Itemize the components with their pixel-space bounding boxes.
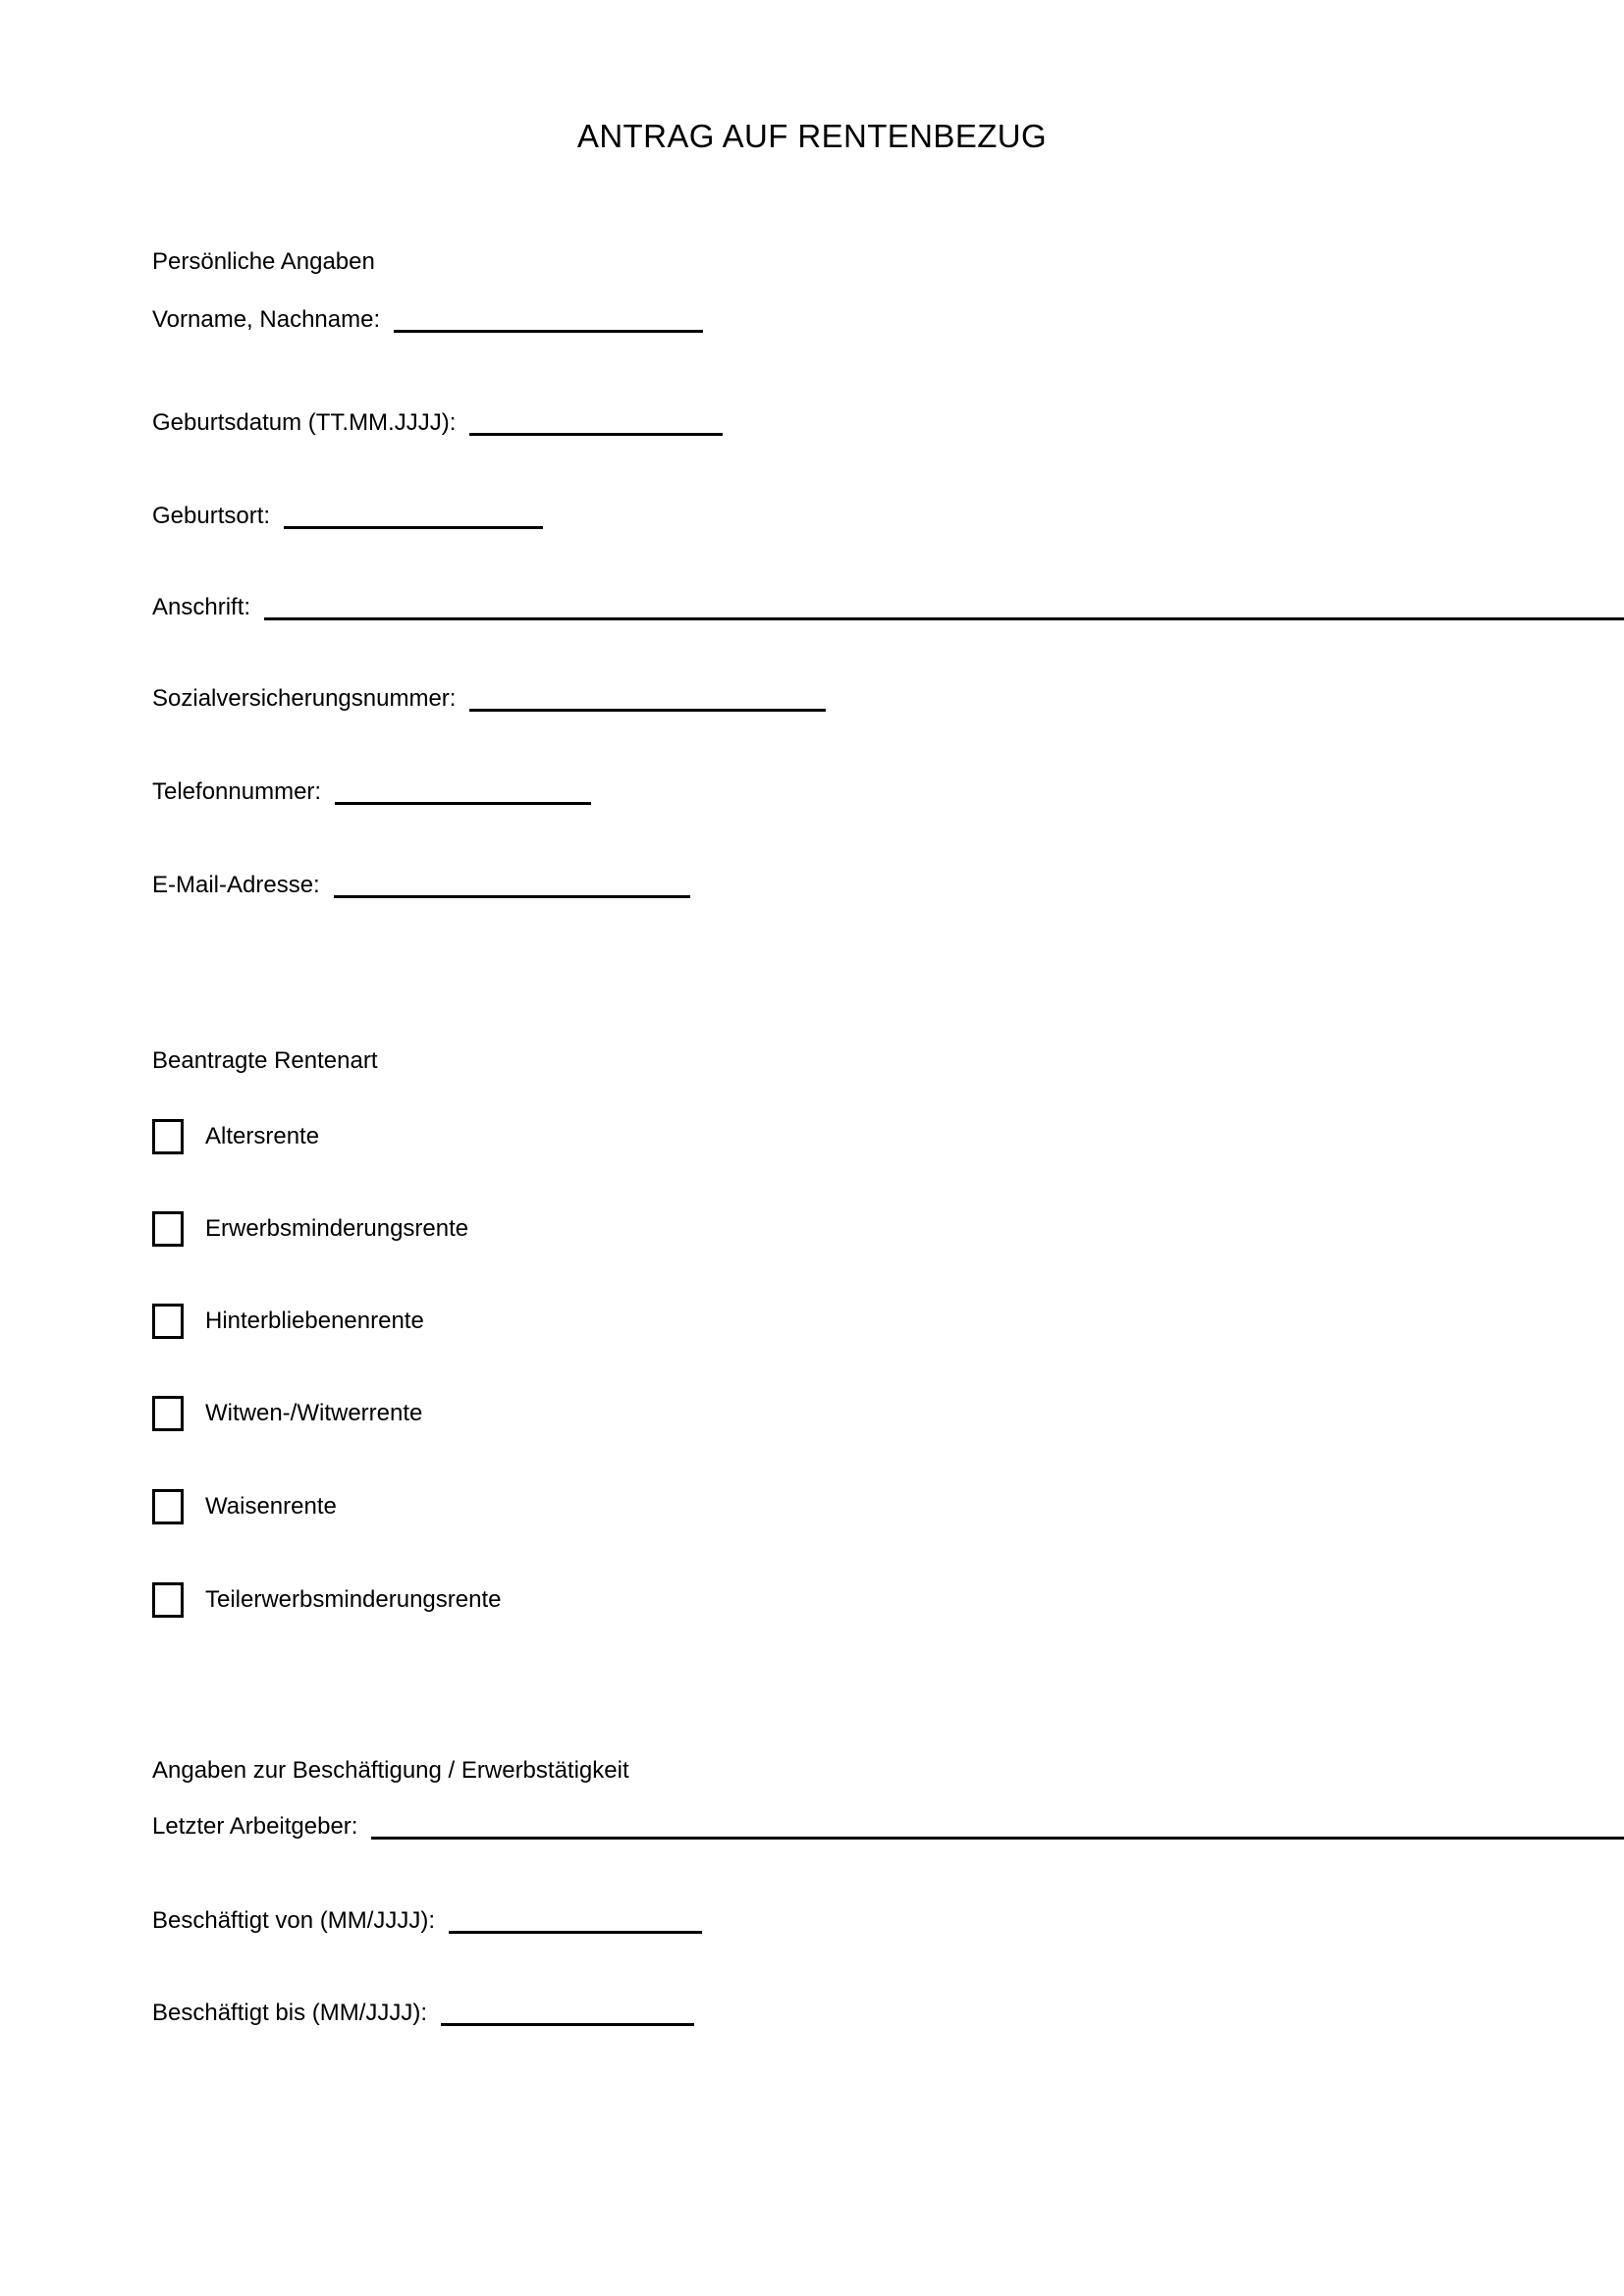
checkbox-erwerbsminderungsrente[interactable] xyxy=(152,1211,184,1247)
checkbox-label-altersrente: Altersrente xyxy=(205,1123,320,1149)
field-beschaeftigt-von[interactable] xyxy=(152,1907,702,1935)
section-heading-personal: Persönliche Angaben xyxy=(152,248,375,275)
field-beschaeftigt-bis[interactable] xyxy=(152,2000,694,2027)
field-vorname-nachname[interactable] xyxy=(152,306,703,334)
field-geburtsort[interactable] xyxy=(152,503,543,530)
field-label-letzter-arbeitgeber: Letzter Arbeitgeber: xyxy=(152,1813,358,1840)
checkbox-label-waisenrente: Waisenrente xyxy=(205,1493,337,1520)
field-input-sozialversicherungsnummer[interactable] xyxy=(469,709,826,712)
checkbox-altersrente[interactable] xyxy=(152,1119,184,1154)
field-label-geburtsdatum: Geburtsdatum (TT.MM.JJJJ): xyxy=(152,409,457,436)
field-input-beschaeftigt-von[interactable] xyxy=(449,1931,702,1934)
section-heading-employment: Angaben zur Beschäftigung / Erwerbstätigkeit xyxy=(152,1757,629,1784)
field-label-sozialversicherungsnummer: Sozialversicherungsnummer: xyxy=(152,685,457,712)
field-label-telefonnummer: Telefonnummer: xyxy=(152,778,322,805)
field-input-anschrift[interactable] xyxy=(264,617,1624,620)
checkbox-row-altersrente[interactable] xyxy=(152,1119,319,1154)
checkbox-label-teilerwerbsminderungsrente: Teilerwerbsminderungsrente xyxy=(205,1586,502,1613)
field-input-email-adresse[interactable] xyxy=(334,895,690,898)
checkbox-row-teilerwerbsminderungsrente[interactable] xyxy=(152,1582,501,1618)
field-input-geburtsdatum[interactable] xyxy=(469,433,723,436)
section-heading-pension-type: Beantragte Rentenart xyxy=(152,1047,378,1074)
field-input-telefonnummer[interactable] xyxy=(335,802,591,805)
field-telefonnummer[interactable] xyxy=(152,778,591,806)
field-label-geburtsort: Geburtsort: xyxy=(152,503,271,529)
field-geburtsdatum[interactable] xyxy=(152,409,723,437)
field-sozialversicherungsnummer[interactable] xyxy=(152,685,826,713)
checkbox-row-hinterbliebenenrente[interactable] xyxy=(152,1304,424,1339)
field-label-anschrift: Anschrift: xyxy=(152,594,251,620)
checkbox-label-hinterbliebenenrente: Hinterbliebenenrente xyxy=(205,1308,424,1334)
page-title: ANTRAG AUF RENTENBEZUG xyxy=(576,118,1048,154)
checkbox-witwen-witwerrente[interactable] xyxy=(152,1396,184,1431)
checkbox-row-erwerbsminderungsrente[interactable] xyxy=(152,1211,468,1247)
checkbox-waisenrente[interactable] xyxy=(152,1489,184,1524)
field-letzter-arbeitgeber[interactable] xyxy=(152,1813,1624,1841)
checkbox-row-witwen-witwerrente[interactable] xyxy=(152,1396,422,1431)
field-input-vorname-nachname[interactable] xyxy=(394,330,703,333)
field-input-geburtsort[interactable] xyxy=(284,526,543,529)
checkbox-label-witwen-witwerrente: Witwen-/Witwerrente xyxy=(205,1400,423,1426)
field-anschrift[interactable] xyxy=(152,594,1624,621)
checkbox-label-erwerbsminderungsrente: Erwerbsminderungsrente xyxy=(205,1215,469,1242)
field-input-letzter-arbeitgeber[interactable] xyxy=(371,1837,1624,1840)
field-label-beschaeftigt-von: Beschäftigt von (MM/JJJJ): xyxy=(152,1907,436,1934)
checkbox-teilerwerbsminderungsrente[interactable] xyxy=(152,1582,184,1618)
field-email-adresse[interactable] xyxy=(152,872,690,899)
field-label-vorname-nachname: Vorname, Nachname: xyxy=(152,306,381,333)
checkbox-hinterbliebenenrente[interactable] xyxy=(152,1304,184,1339)
checkbox-row-waisenrente[interactable] xyxy=(152,1489,337,1524)
field-label-email-adresse: E-Mail-Adresse: xyxy=(152,872,320,898)
field-input-beschaeftigt-bis[interactable] xyxy=(441,2023,694,2026)
field-label-beschaeftigt-bis: Beschäftigt bis (MM/JJJJ): xyxy=(152,2000,428,2026)
